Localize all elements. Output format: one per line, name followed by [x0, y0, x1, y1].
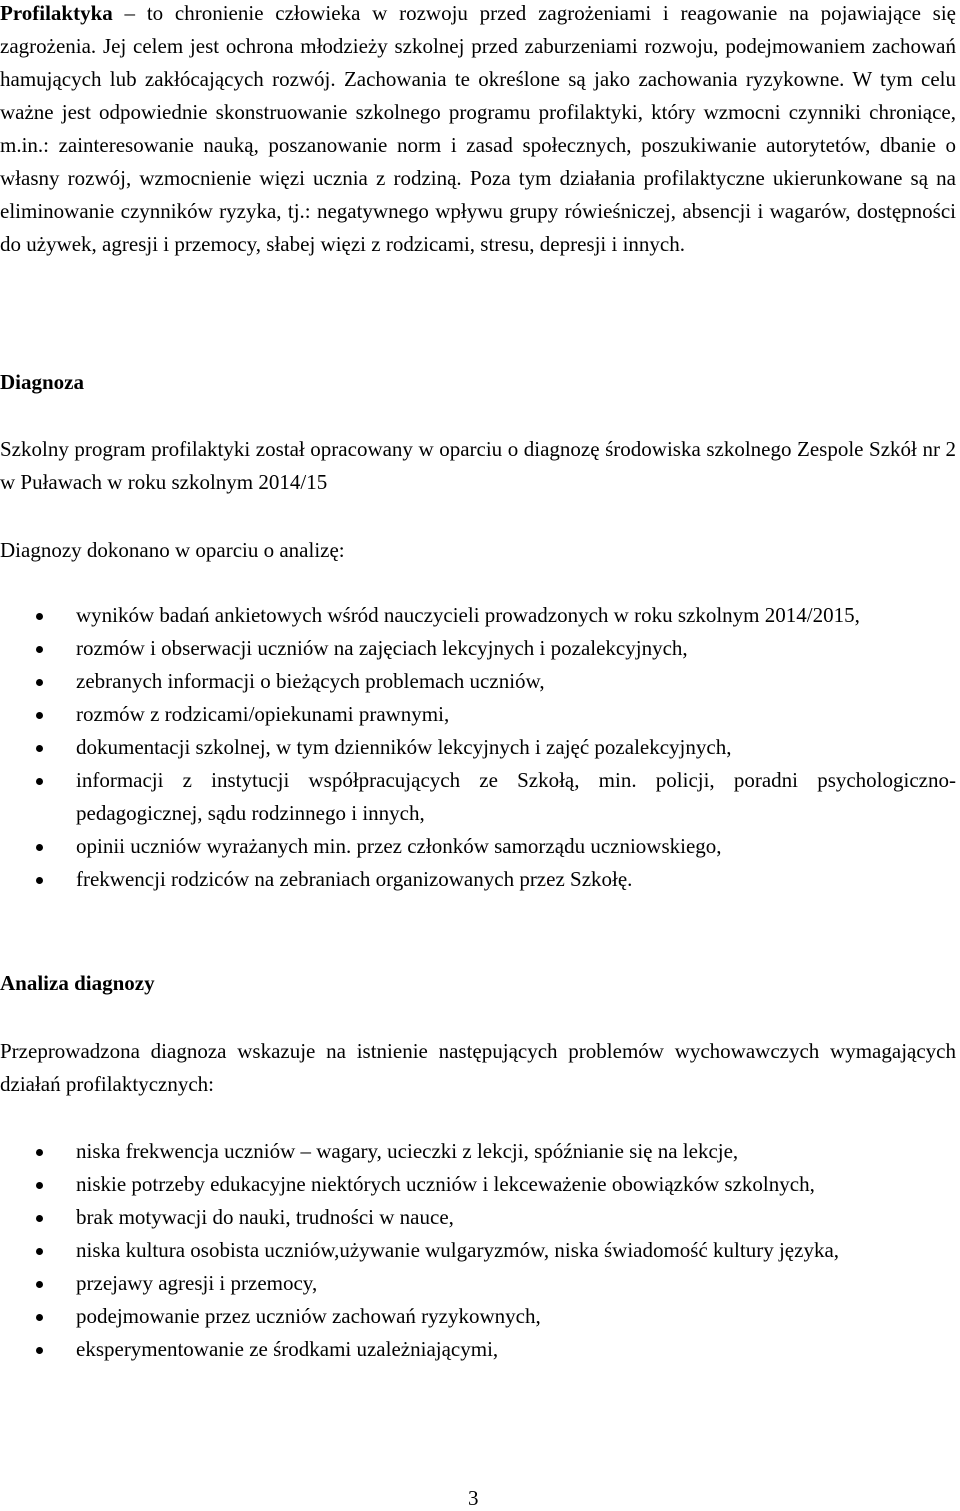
intro-text: – to chronienie człowieka w rozwoju przed zagrożeniami i reagowanie na pojawiające się zagrożenia. Jej celem jest ochrona młodzieży szkolnej przed zaburzeniami rozwoju, podejmowaniem zachowań hamujących lub zakłócających rozwój. Zachowania te określone są jako zachowania ryzykowne. W tym celu ważne jest odpowiednie skonstruowanie szkolnego programu profilaktyki, który wzmocni czynniki chroniące, m.in.: zainteresowanie nauką, poszanowanie norm i zasad społecznych, poszukiwanie autorytetów, dbanie o własny rozwój, wzmocnienie więzi ucznia z rodziną. Poza tym działania profilaktyczne ukierunkowane są na eliminowanie czynników ryzyka, tj.: negatywnego wpływu grupy rówieśniczej, absencji i wagarów, dostępności do używek, agresji i przemocy, słabej więzi z rodzicami, stresu, depresji i innych.: [0, 1, 956, 256]
analiza-heading: Analiza diagnozy: [0, 971, 155, 995]
bullet-icon: [36, 1314, 43, 1321]
list-item: informacji z instytucji współpracujących ze Szkołą, min. policji, poradni psychologiczno-pedagogicznej, sądu rodzinnego i innych,: [0, 764, 956, 830]
list-item: podejmowanie przez uczniów zachowań ryzykownych,: [0, 1300, 956, 1333]
intro-term: Profilaktyka: [0, 1, 113, 25]
list-item: opinii uczniów wyrażanych min. przez członków samorządu uczniowskiego,: [0, 830, 956, 863]
list-item: eksperymentowanie ze środkami uzależniającymi,: [0, 1333, 956, 1366]
diagnoza-paragraph: Szkolny program profilaktyki został opracowany w oparciu o diagnozę środowiska szkolnego Zespole Szkół nr 2 w Puławach w roku szkolnym 2014/15: [0, 437, 956, 494]
list-item: przejawy agresji i przemocy,: [0, 1267, 956, 1300]
list-item: wyników badań ankietowych wśród nauczycieli prowadzonych w roku szkolnym 2014/2015,: [0, 599, 956, 632]
diagnoza-list: [0, 599, 956, 896]
diagnoza-heading: Diagnoza: [0, 370, 84, 394]
list-item: frekwencji rodziców na zebraniach organizowanych przez Szkołę.: [0, 863, 956, 896]
bullet-icon: [36, 1347, 43, 1354]
bullet-icon: [36, 712, 43, 719]
bullet-icon: [36, 1248, 43, 1255]
bullet-icon: [36, 745, 43, 752]
list-item: niskie potrzeby edukacyjne niektórych uczniów i lekceważenie obowiązków szkolnych,: [0, 1168, 956, 1201]
analiza-list: [0, 1135, 956, 1366]
bullet-icon: [36, 613, 43, 620]
list-item: zebranych informacji o bieżących problemach uczniów,: [0, 665, 956, 698]
list-item: dokumentacji szkolnej, w tym dzienników lekcyjnych i zajęć pozalekcyjnych,: [0, 731, 956, 764]
bullet-icon: [36, 1182, 43, 1189]
bullet-icon: [36, 844, 43, 851]
bullet-icon: [36, 778, 43, 785]
bullet-icon: [36, 1281, 43, 1288]
list-item: niska kultura osobista uczniów,używanie wulgaryzmów, niska świadomość kultury języka,: [0, 1234, 956, 1267]
diagnoza-lead: Diagnozy dokonano w oparciu o analizę:: [0, 538, 345, 562]
list-item: brak motywacji do nauki, trudności w nauce,: [0, 1201, 956, 1234]
bullet-icon: [36, 877, 43, 884]
analiza-paragraph: Przeprowadzona diagnoza wskazuje na istnienie następujących problemów wychowawczych wymagających działań profilaktycznych:: [0, 1039, 956, 1096]
list-item: rozmów z rodzicami/opiekunami prawnymi,: [0, 698, 956, 731]
bullet-icon: [36, 679, 43, 686]
bullet-icon: [36, 1215, 43, 1222]
list-item: rozmów i obserwacji uczniów na zajęciach lekcyjnych i pozalekcyjnych,: [0, 632, 956, 665]
list-item: niska frekwencja uczniów – wagary, ucieczki z lekcji, spóźnianie się na lekcje,: [0, 1135, 956, 1168]
bullet-icon: [36, 646, 43, 653]
intro-paragraph: [0, 0, 956, 261]
bullet-icon: [36, 1149, 43, 1156]
page-number: 3: [468, 1486, 479, 1510]
